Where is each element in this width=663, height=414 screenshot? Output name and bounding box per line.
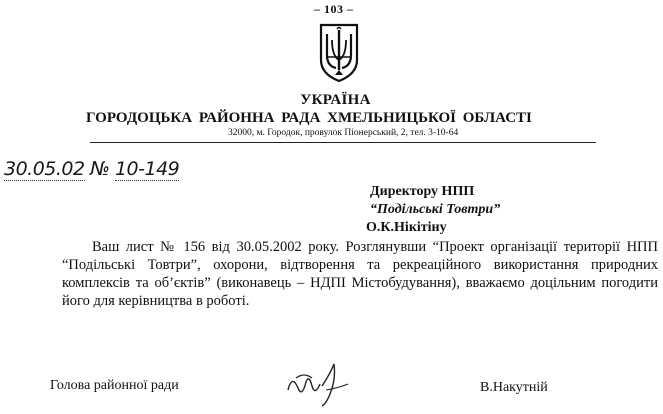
page-number: – 103 – <box>314 2 354 16</box>
registration-date: 30.05.02 <box>4 158 85 180</box>
recipient-title: Директору НПП <box>370 184 475 199</box>
letter-body: Ваш лист № 156 від 30.05.2002 року. Розглянувши “Проект організації території НПП “Подільські Товтри”, охорони, відтворення та рекреаційного використання природних комплексів та об’єктів” (виконавець – НДПІ Містобудування), вважаємо доцільним погодити його для керівництва в роботі. <box>62 239 658 309</box>
registration-number-prefix: № <box>90 158 110 180</box>
country-heading: УКРАЇНА <box>300 92 371 108</box>
recipient-name: О.К.Нікітіну <box>366 220 447 235</box>
coat-of-arms-icon <box>318 22 360 84</box>
council-heading: ГОРОДОЦЬКА РАЙОННА РАДА ХМЕЛЬНИЦЬКОЇ ОБЛАСТІ <box>86 110 532 126</box>
registration-stamp <box>4 158 179 181</box>
signatory-name: В.Накутній <box>480 380 548 395</box>
council-address: 32000, м. Городок, провулок Піонерський, 2, тел. 3-10-64 <box>228 128 459 138</box>
recipient-block <box>366 183 501 237</box>
header-divider <box>90 142 596 143</box>
registration-number: 10-149 <box>114 158 180 180</box>
handwritten-signature <box>282 360 354 408</box>
signatory-title: Голова районної ради <box>50 378 179 393</box>
recipient-organization: “Подільські Товтри” <box>370 202 501 217</box>
